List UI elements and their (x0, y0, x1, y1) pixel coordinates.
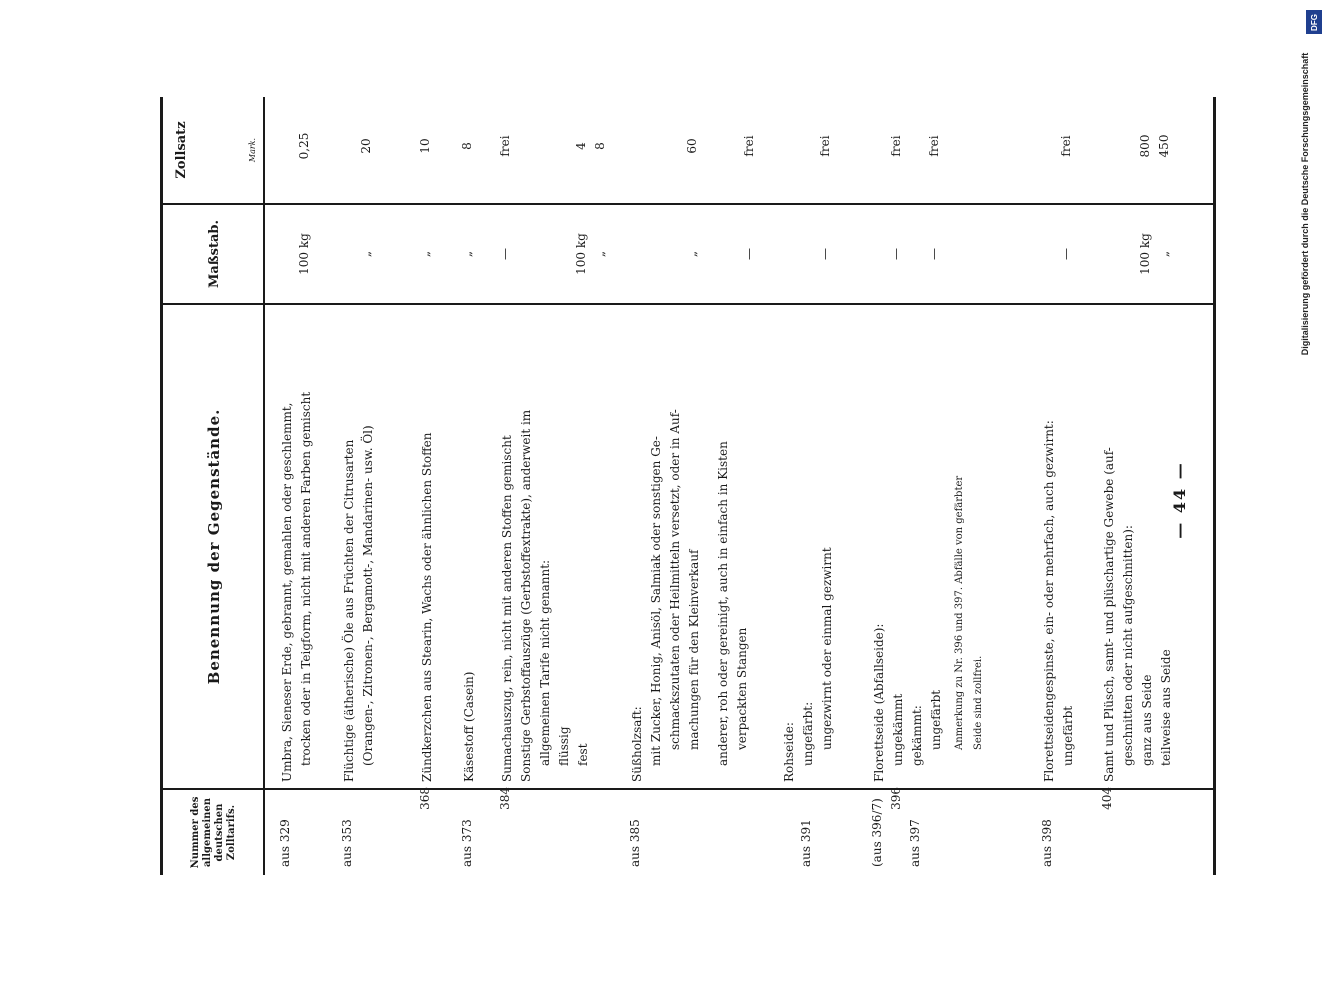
table-header-rule (263, 97, 265, 875)
description-line: Flüchtige (ätherische) Öle aus Früchten der Citrusarten (342, 439, 356, 782)
description-line: Sumachauszug, rein, nicht mit anderen Stoffen gemischt (500, 435, 514, 782)
item-description (908, 306, 988, 782)
description-line: Süßholzsaft: (630, 706, 644, 782)
item-description (418, 306, 437, 782)
header-number: Nummer des allgemeinen deutschen Zolltarifs. (190, 796, 237, 869)
watermark-text: Digitalisierung gefördert durch die Deutsche Forschungsgemeinschaft (1300, 52, 1310, 356)
tariff-number-value: 368 (418, 787, 432, 810)
measure-unit: „ (1157, 250, 1171, 258)
measure-unit: — (889, 248, 903, 260)
measure-unit: — (498, 248, 512, 260)
description-line: fest (576, 743, 590, 766)
item-description (278, 306, 316, 782)
tariff-number: aus 398 (1040, 819, 1054, 867)
item-description (1040, 306, 1078, 782)
description-line: Samt und Plüsch, samt- und plüschartige Gewebe (auf- (1102, 447, 1116, 782)
description-line: ganz aus Seide (1140, 674, 1154, 766)
duty-rate: 20 (359, 138, 373, 154)
description-line: Sonstige Gerbstoffauszüge (Gerbstoffextrakte), anderweit im (519, 409, 533, 782)
description-line: (Orangen-, Zitronen-, Bergamott-, Mandarinen- usw. Öl) (361, 425, 375, 766)
description-line: verpackten Stangen (735, 627, 749, 750)
measure-unit: „ (418, 250, 432, 258)
duty-rate: 800 (1138, 134, 1152, 158)
measure-unit: — (742, 248, 756, 260)
measure-unit: — (1059, 248, 1073, 260)
item-description (460, 306, 479, 782)
duty-rate: frei (498, 135, 512, 157)
measure-unit: 100 kg (297, 233, 311, 275)
measure-unit: „ (593, 250, 607, 258)
description-line: flüssig (557, 726, 571, 766)
tariff-number: aus 373 (460, 819, 474, 867)
item-description (1100, 306, 1176, 782)
tariff-number-value: 404 (1100, 787, 1114, 810)
tariff-number (418, 787, 432, 867)
duty-rate: 0,25 (297, 132, 311, 160)
annotation-line: Anmerkung zu Nr. 396 und 397. Abfälle von gefärbter (954, 475, 965, 750)
dfg-logo (1306, 10, 1322, 34)
annotation-line: Seide sind zollfrei. (973, 655, 984, 750)
description-line: ungefärbt (929, 689, 943, 750)
item-description (628, 306, 752, 782)
header-duty-unit: Mark. (248, 137, 257, 163)
tariff-number: aus 353 (340, 819, 354, 867)
table-bottom-rule (1213, 97, 1216, 875)
column-divider (160, 203, 1213, 205)
item-description (870, 306, 889, 782)
header-duty: Zollsatz (174, 121, 189, 179)
tariff-number (1100, 787, 1114, 867)
description-line: ungekämmt (891, 693, 905, 766)
measure-unit: — (927, 248, 941, 260)
measure-unit: „ (359, 250, 373, 258)
tariff-number (498, 787, 512, 867)
duty-rate: frei (889, 135, 903, 157)
description-line: ungefärbt: (801, 701, 815, 766)
watermark (1292, 8, 1318, 400)
header-measure: Maßstab. (206, 219, 222, 289)
duty-rate: frei (818, 135, 832, 157)
measure-unit: „ (460, 250, 474, 258)
duty-rate: 60 (685, 138, 699, 154)
tariff-number-value: 396 (889, 787, 903, 810)
duty-rate: frei (927, 135, 941, 157)
duty-rate: 450 (1157, 134, 1171, 158)
tariff-number: (aus 396/7) (870, 798, 884, 867)
duty-rate: 4 (574, 142, 588, 150)
measure-unit: 100 kg (574, 233, 588, 275)
item-description (340, 306, 378, 782)
table-top-rule (160, 97, 163, 875)
dfg-logo-text: DFG (1309, 13, 1319, 31)
description-line: Florettseidengespinste, ein- oder mehrfach, auch gezwirnt: (1042, 420, 1056, 782)
tariff-number: aus 391 (799, 819, 813, 867)
description-line: allgemeinen Tarife nicht genannt: (538, 559, 552, 766)
tariff-number: aus 385 (628, 819, 642, 867)
duty-rate: 8 (593, 142, 607, 150)
description-line: mit Zucker, Honig, Anisöl, Salmiak oder sonstigen Ge- (649, 436, 663, 766)
column-divider (160, 303, 1213, 305)
tariff-number-value: 384 (498, 787, 512, 810)
duty-rate: frei (1059, 135, 1073, 157)
measure-unit: „ (685, 250, 699, 258)
description-line: Florettseide (Abfallseide): (872, 623, 886, 782)
description-line: gekämmt: (910, 705, 924, 766)
measure-unit: — (818, 248, 832, 260)
item-description (889, 306, 908, 782)
description-line: trocken oder in Teigform, nicht mit anderen Farben gemischt (299, 391, 313, 766)
header-name: Benennung der Gegenstände. (205, 408, 223, 685)
description-line: geschnitten oder nicht aufgeschnitten): (1121, 525, 1135, 766)
description-line: machungen für den Kleinverkauf (687, 549, 701, 750)
description-line: Käsestoff (Casein) (462, 671, 476, 782)
duty-rate: 8 (460, 142, 474, 150)
item-description (498, 306, 593, 782)
column-divider (160, 788, 1213, 790)
description-line: Umbra, Sieneser Erde, gebrannt, gemahlen oder geschlemmt, (280, 402, 294, 782)
tariff-number: aus 397 (908, 819, 922, 867)
tariff-number: aus 329 (278, 819, 292, 867)
description-line: Zündkerzchen aus Stearin, Wachs oder ähnlichen Stoffen (420, 432, 434, 782)
description-line: teilweise aus Seide (1159, 649, 1173, 766)
measure-unit: 100 kg (1138, 233, 1152, 275)
description-line: ungefärbt (1061, 705, 1075, 766)
item-description (780, 306, 837, 782)
description-line: anderer, roh oder gereinigt, auch in einfach in Kisten (716, 441, 730, 766)
duty-rate: 10 (418, 138, 432, 154)
description-line: Rohseide: (782, 722, 796, 782)
page-number: — 44 — (1170, 461, 1189, 539)
duty-rate: frei (742, 135, 756, 157)
description-line: schmackszutaten oder Heilmitteln versetzt, oder in Auf- (668, 409, 682, 750)
description-line: ungezwirnt oder einmal gezwirnt (820, 547, 834, 750)
tariff-number (889, 787, 903, 867)
